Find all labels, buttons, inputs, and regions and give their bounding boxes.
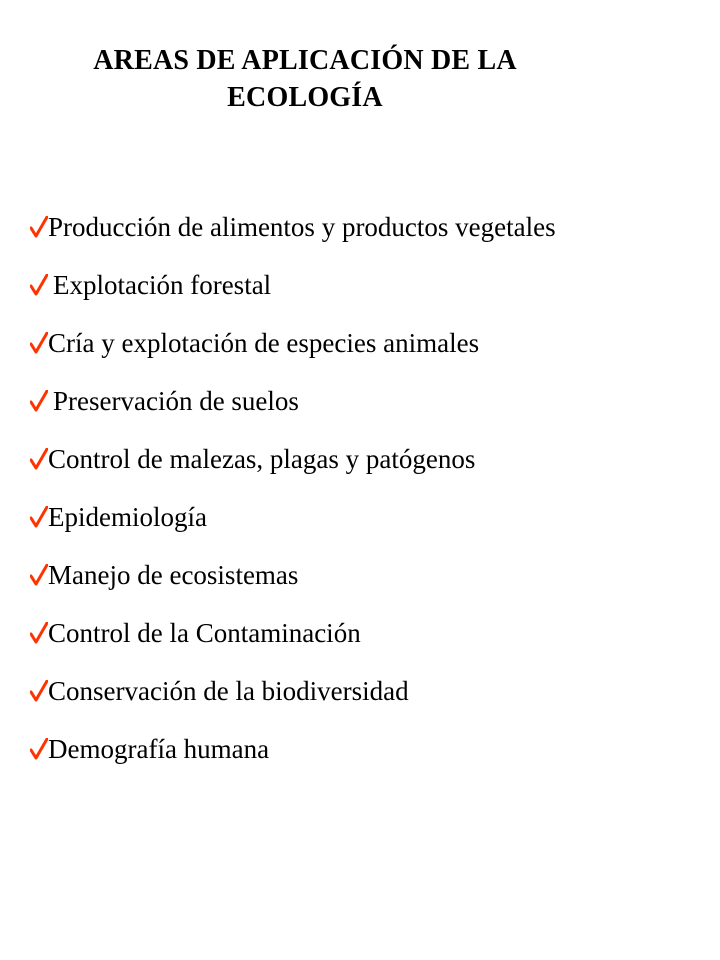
checkmark-icon (30, 274, 48, 296)
checkmark-icon (30, 738, 48, 760)
list-item (30, 256, 556, 314)
list-item-label: Control de malezas, plagas y patógenos (48, 444, 476, 474)
page-title (0, 42, 610, 116)
application-areas-list (30, 198, 556, 778)
list-item (30, 372, 556, 430)
list-item-label: Explotación forestal (53, 270, 272, 300)
list-item (30, 662, 556, 720)
list-item-label: Cría y explotación de especies animales (48, 328, 480, 358)
title-line-2: ECOLOGÍA (227, 82, 383, 113)
list-item (30, 720, 556, 778)
title-line-1: AREAS DE APLICACIÓN DE LA (93, 45, 517, 76)
list-item (30, 546, 556, 604)
list-item (30, 604, 556, 662)
list-item (30, 430, 556, 488)
list-item-label: Demografía humana (48, 734, 270, 764)
list-item-label: Producción de alimentos y productos vegetales (48, 212, 556, 242)
checkmark-icon (30, 216, 48, 238)
checkmark-icon (30, 390, 48, 412)
list-item (30, 488, 556, 546)
list-item-label: Control de la Contaminación (48, 618, 361, 648)
list-item-label: Manejo de ecosistemas (48, 560, 299, 590)
checkmark-icon (30, 564, 48, 586)
list-item-label: Preservación de suelos (53, 386, 299, 416)
checkmark-icon (30, 332, 48, 354)
list-item (30, 314, 556, 372)
checkmark-icon (30, 680, 48, 702)
list-item (30, 198, 556, 256)
checkmark-icon (30, 622, 48, 644)
list-item-label: Epidemiología (48, 502, 207, 532)
checkmark-icon (30, 448, 48, 470)
list-item-label: Conservación de la biodiversidad (48, 676, 409, 706)
checkmark-icon (30, 506, 48, 528)
